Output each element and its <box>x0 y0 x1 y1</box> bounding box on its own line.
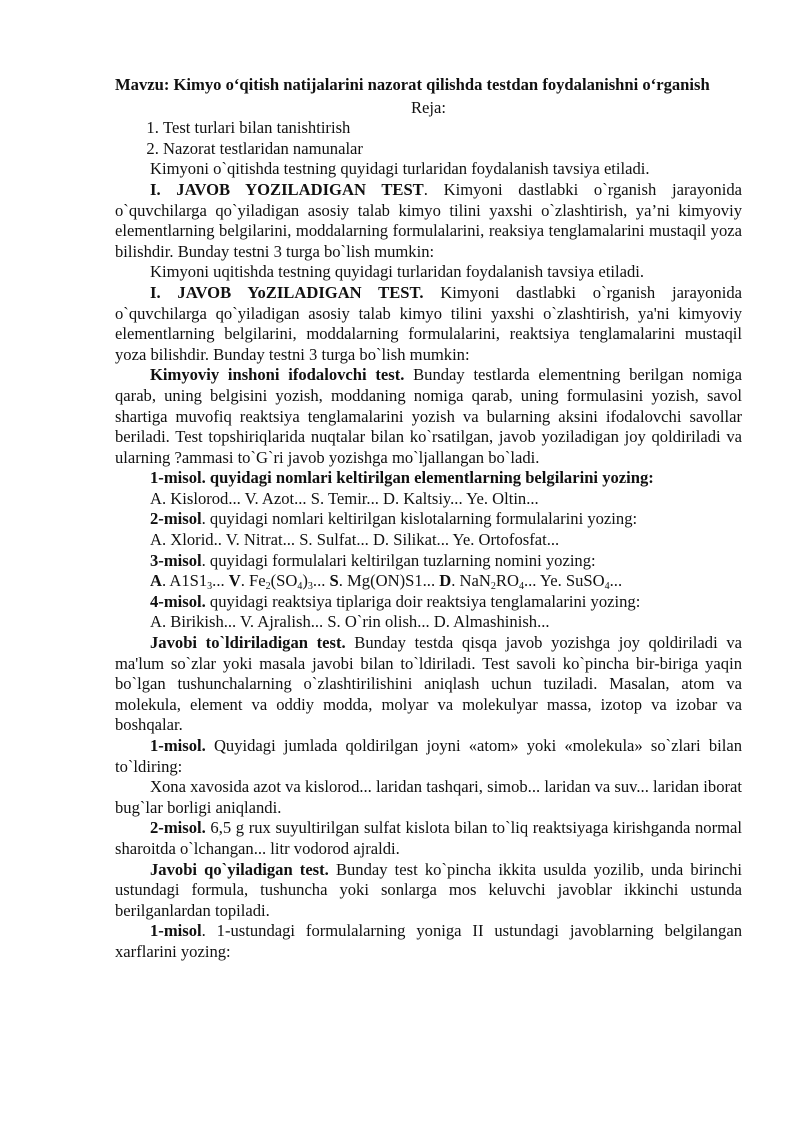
example-heading-text: 1-misol. quyidagi nomlari keltirilgan elementlarning belgilarini yozing: <box>150 468 654 488</box>
paragraph <box>115 283 742 365</box>
plan-item: 1. Test turlari bilan tanishtirish <box>163 118 742 139</box>
example-label: 2-misol. <box>150 818 206 838</box>
paragraph <box>115 633 742 736</box>
option-label: V <box>228 571 241 591</box>
paragraph-text: Bunday test ko`pincha ikkita usulda yozilib, unda birinchi ustundagi formula, tushuncha yoki sonlarga mos keluvchi javoblar ikkinchi ustunda berilganlardan topiladi. <box>115 859 743 920</box>
section-heading: Kimyoviy inshoni ifodalovchi test. <box>150 365 405 385</box>
example-heading <box>115 551 742 572</box>
section-heading: I. JAVOB YOZILADIGAN TEST <box>150 179 424 199</box>
document-page <box>115 75 742 963</box>
example-heading <box>115 468 742 489</box>
example-label: 1-misol. <box>150 736 206 755</box>
option-text: . A1S1 <box>161 571 208 591</box>
option-text: RO <box>495 571 519 591</box>
paragraph-text: Quyidagi jumlada qoldirilgan joyni «atom» yoki «molekula» so`zlari bilan to`ldiring: <box>115 736 742 776</box>
paragraph-text: . 1-ustundagi formulalarning yoniga II ustundagi javoblarning belgilangan xarflarini yozing: <box>115 921 742 961</box>
section-heading: Javobi qo`yiladigan test. <box>150 859 329 879</box>
paragraph-text: 6,5 g rux suyultirilgan sulfat kislota bilan to`liq reaktsiyaga kirishganda normal sharoitda o`lchangan... litr vodorod ajraldi. <box>115 818 742 858</box>
paragraph: Xona xavosida azot va kislorod... laridan tashqari, simob... laridan va suv... laridan iborat bug`lar borligi aniqlandi. <box>115 777 742 817</box>
example-items: A. Birikish... V. Ajralish... S. O`rin olish... D. Almashinish... <box>150 612 550 632</box>
example-heading <box>115 592 742 613</box>
example-label: 1-misol <box>150 921 202 941</box>
section-heading: I. JAVOB YoZILADIGAN TEST. <box>150 282 424 302</box>
example-text: . quyidagi nomlari keltirilgan kislotalarning formulalarini yozing: <box>201 509 638 529</box>
subscript: 4 <box>604 581 610 593</box>
option-label: A <box>150 571 162 591</box>
paragraph <box>115 818 742 859</box>
paragraph-text: Bunday testda qisqa javob yozishga joy qoldiriladi va ma'lum so`zlar yoki masala javobi bilan to`ldiriladi. Test savoli ko`pincha bir-biriga yaqin bo`lgan tushunchalarning o`zlashtirilishini aniqlash uchun tuziladi. Masalan, atom va molekula, element va oddiy modda, molyar va molekulyar massa, izotop va izobar va boshqalar. <box>115 633 742 735</box>
option-text: ) <box>302 571 308 591</box>
paragraph: Kimyoni uqitishda testning quyidagi turlaridan foydalanish tavsiya etiladi. <box>150 262 645 282</box>
paragraph <box>115 365 742 468</box>
paragraph <box>115 736 742 777</box>
subscript: 3 <box>207 581 213 593</box>
paragraph-text: Bunday testlarda elementning berilgan nomiga qarab, uning belgisini yozish, moddaning nomiga qarab, uning formulasini yozish, savol shartiga muvofiq reaktsiya tenglamalarini yozish va bularning aksini ifodalovchi savollar beriladi. Test topshiriqlarida nuqtalar bilan ko`rsatilgan, javob yoziladigan joy qoldiriladi va ularning ?ammasi to`G`ri javob yozishga mo`ljallangan bo`ladi. <box>115 365 742 467</box>
paragraph-text: Kimyoni dastlabki o`rganish jarayonida o`quvchilarga qo`yiladigan asosiy talab kimyo tilini yaxshi o`zlashtirish, ya'ni kimyoviy elementlarning belgilarini, moddalarning formulalarini, reaktsiya tenglamalarini mustaqil yoza bilishdir. Bunday testni 3 turga bo`lish mumkin: <box>115 282 742 364</box>
example-label: 2-misol <box>150 509 202 529</box>
subscript: 4 <box>297 581 303 593</box>
plan-heading: Reja: <box>410 97 447 117</box>
plan-item: 2. Nazorat testlaridan namunalar <box>163 139 742 160</box>
subscript: 2 <box>265 581 271 593</box>
paragraph: Kimyoni o`qitishda testning quyidagi turlaridan foydalanish tavsiya etiladi. <box>150 159 650 179</box>
plan-list <box>115 118 742 159</box>
page-title: Mavzu: Kimyo o‘qitish natijalarini nazorat qilishda testdan foydalanishni o‘rganish <box>115 75 710 94</box>
subscript: 2 <box>490 581 496 593</box>
example-text: quyidagi reaktsiya tiplariga doir reaktsiya tenglamalarini yozing: <box>205 591 641 611</box>
example-label: 4-misol. <box>150 591 206 611</box>
option-text: ... <box>212 571 229 591</box>
paragraph <box>115 860 742 922</box>
example-label: 3-misol <box>150 550 202 570</box>
option-text: ... <box>312 571 330 591</box>
option-text: ... Ye. SuSO <box>523 571 605 591</box>
option-text: ... <box>609 571 623 591</box>
option-text: . NaN <box>451 571 491 591</box>
option-text: (SO <box>270 571 298 591</box>
paragraph <box>115 921 742 962</box>
option-label: D <box>439 571 452 591</box>
subscript: 3 <box>307 581 313 593</box>
option-label: S <box>329 571 339 591</box>
section-heading: Javobi to`ldiriladigan test. <box>150 633 346 653</box>
option-text: . Fe <box>240 571 266 591</box>
example-items: A. Kislorod... V. Azot... S. Temir... D. Kaltsiy... Ye. Oltin... <box>150 488 539 508</box>
paragraph-text: . Kimyoni dastlabki o`rganish jarayonida o`quvchilarga qo`yiladigan asosiy talab kimyo tilini yaxshi o`zlashtirish, ya’ni kimyoviy elementlarning belgilarini, moddalarning formulalarini, reaksiya tenglamalarini mustaqil yoza bilishdir. Bunday testni 3 turga bo`lish mumkin: <box>115 179 742 261</box>
option-text: . Mg(ON)S1... <box>338 571 440 591</box>
example-items: A. Xlorid.. V. Nitrat... S. Sulfat... D. Silikat... Ye. Ortofosfat... <box>150 530 560 550</box>
paragraph <box>115 180 742 262</box>
example-items <box>115 571 742 592</box>
subscript: 4 <box>518 581 524 593</box>
example-heading <box>115 509 742 530</box>
example-text: . quyidagi formulalari keltirilgan tuzlarning nomini yozing: <box>201 550 596 570</box>
